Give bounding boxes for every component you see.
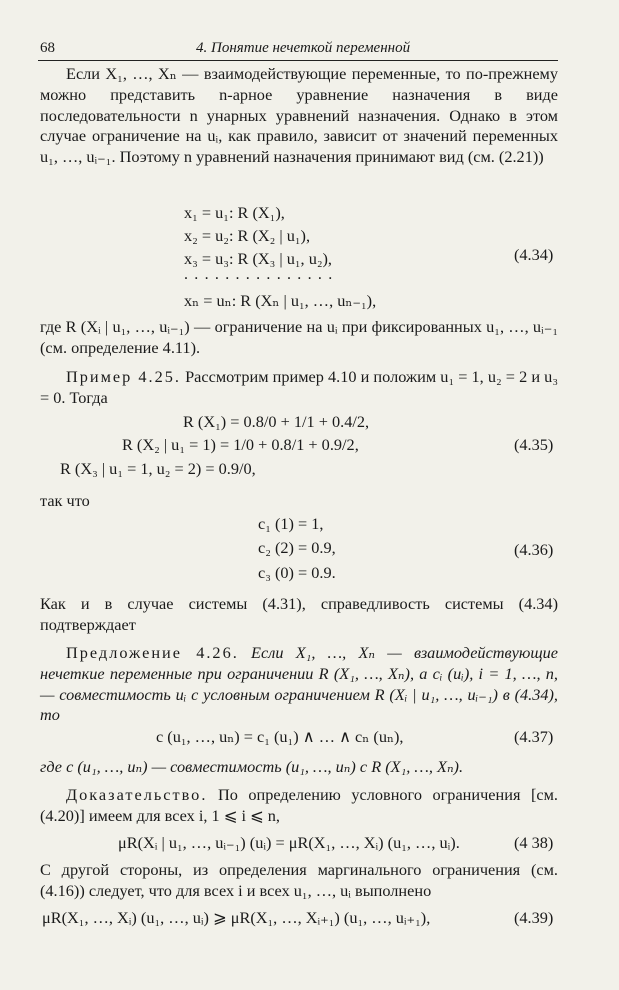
so-that-text: так что: [40, 491, 90, 510]
running-title: 4. Понятие нечеткой переменной: [196, 40, 411, 56]
header-rule: [38, 60, 558, 61]
paragraph-system-validity: Как и в случае системы (4.31), справедливость системы (4.34) подтверждает: [40, 594, 558, 634]
paragraph-restriction-note: где R (Xᵢ | u₁, …, uᵢ₋₁) — ограничение на uᵢ при фиксированных u₁, …, uᵢ₋₁ (см. определение 4.11).: [40, 317, 558, 357]
equation-number-4-38: (4 38): [514, 833, 554, 852]
proof-text: По определению условного ограничения [см. (4.20)] имеем для всех i, 1 ⩽ i ⩽ n,: [40, 785, 558, 825]
equation-4-37: c (u₁, …, uₙ) = c₁ (u₁) ∧ … ∧ cₙ (uₙ),: [156, 727, 404, 746]
equation-4-36-line-2: c₂ (2) = 0.9,: [258, 538, 336, 557]
equation-4-39: μR(X₁, …, Xᵢ) (u₁, …, uᵢ) ⩾ μR(X₁, …, Xᵢ₊₁) (u₁, …, uᵢ₊₁),: [42, 908, 431, 927]
equation-number-4-36: (4.36): [514, 540, 554, 559]
proposition-text: Если X₁, …, Xₙ — взаимодействующие нечеткие переменные при ограничении R (X₁, …, Xₙ), а cᵢ (uᵢ), i = 1, …, n, — совместимость uᵢ с условным ограничением R (Xᵢ | u₁, …, uᵢ₋₁) в (4.34), то: [40, 643, 558, 725]
equation-number-4-34: (4.34): [514, 245, 554, 264]
example-4-25: [40, 367, 558, 409]
example-text: Рассмотрим пример 4.10 и положим u₁ = 1, u₂ = 2 и u₃ = 0. Тогда: [40, 367, 558, 407]
equation-4-34-line-1: x₁ = u₁: R (X₁),: [184, 203, 285, 222]
equation-4-38: μR(Xᵢ | u₁, …, uᵢ₋₁) (uᵢ) = μR(X₁, …, Xᵢ) (u₁, …, uᵢ).: [118, 833, 460, 852]
equation-4-34-line-n: xₙ = uₙ: R (Xₙ | u₁, …, uₙ₋₁),: [184, 291, 377, 310]
equation-4-34-ellipsis: ...............: [184, 266, 339, 283]
paragraph-compatibility-definition: где c (u₁, …, uₙ) — совместимость (u₁, …, uₙ) с R (X₁, …, Xₙ).: [40, 757, 464, 776]
equation-number-4-37: (4.37): [514, 727, 554, 746]
example-label: Пример 4.25.: [66, 367, 181, 386]
equation-number-4-39: (4.39): [514, 908, 554, 927]
proof-label: Доказательство.: [66, 785, 208, 804]
equation-number-4-35: (4.35): [514, 435, 554, 454]
proof-paragraph: [40, 785, 558, 827]
paragraph-interacting-variables: Если X₁, …, Xₙ — взаимодействующие переменные, то по-прежнему можно представить n-арное уравнение назначения в виде последовательности n унарных уравнений назначения. Однако в этом случае ограничение на uᵢ, как правило, зависит от значений переменных u₁, …, uᵢ₋₁. Поэтому n уравнений назначения принимают вид (см. (2.21)): [40, 64, 558, 167]
page-number: 68: [40, 40, 55, 56]
equation-4-35-line-2: R (X₂ | u₁ = 1) = 1/0 + 0.8/1 + 0.9/2,: [122, 435, 359, 454]
equation-4-34-line-2: x₂ = u₂: R (X₂ | u₁),: [184, 226, 311, 245]
equation-4-36-line-1: c₁ (1) = 1,: [258, 514, 324, 533]
paragraph-marginal-restriction: С другой стороны, из определения маргинального ограничения (см. (4.16)) следует, что для всех i и всех u₁, …, uᵢ выполнено: [40, 860, 558, 900]
equation-4-36-line-3: c₃ (0) = 0.9.: [258, 563, 336, 582]
proposition-4-26: [40, 643, 558, 726]
equation-4-35-line-3: R (X₃ | u₁ = 1, u₂ = 2) = 0.9/0,: [60, 459, 256, 478]
proposition-label: Предложение 4.26.: [66, 643, 239, 662]
equation-4-34-line-3: x₃ = u₃: R (X₃ | u₁, u₂),: [184, 249, 333, 268]
equation-4-35-line-1: R (X₁) = 0.8/0 + 1/1 + 0.4/2,: [183, 412, 370, 431]
